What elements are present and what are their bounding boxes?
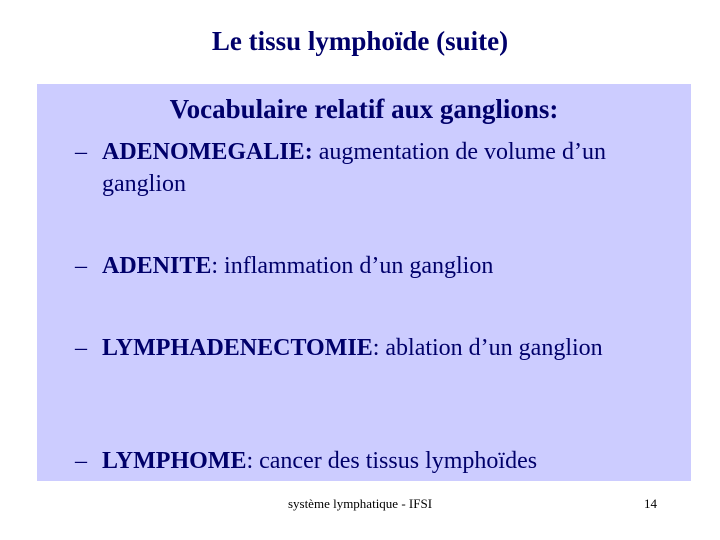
dash-bullet: –: [75, 335, 87, 361]
page-number: 14: [644, 496, 657, 511]
definition: : ablation d’un ganglion: [372, 335, 603, 361]
list-item-text: [75, 136, 655, 200]
definition: : inflammation d’un ganglion: [211, 253, 494, 279]
footer-text: système lymphatique - IFSI: [287, 496, 433, 511]
vocabulary-heading: Vocabulaire relatif aux ganglions:: [169, 94, 559, 124]
content-box: [37, 84, 691, 481]
list-item: [75, 136, 655, 200]
list-item-text: [75, 332, 655, 364]
list-item: [75, 445, 655, 477]
list-item-text: [75, 250, 655, 282]
definition: : cancer des tissus lymphoïdes: [246, 448, 538, 474]
dash-bullet: –: [75, 253, 87, 279]
dash-bullet: –: [75, 448, 87, 474]
term: ADENOMEGALIE:: [102, 139, 313, 165]
term: ADENITE: [102, 253, 212, 279]
term: LYMPHADENECTOMIE: [102, 335, 373, 361]
definition: augmentation de volume d’un ganglion: [102, 139, 606, 197]
dash-bullet: –: [75, 139, 87, 165]
list-item: [75, 250, 655, 282]
list-item: [75, 332, 655, 364]
term: LYMPHOME: [102, 448, 247, 474]
list-item-text: [75, 445, 655, 477]
slide-title: Le tissu lymphoïde (suite): [211, 26, 509, 56]
